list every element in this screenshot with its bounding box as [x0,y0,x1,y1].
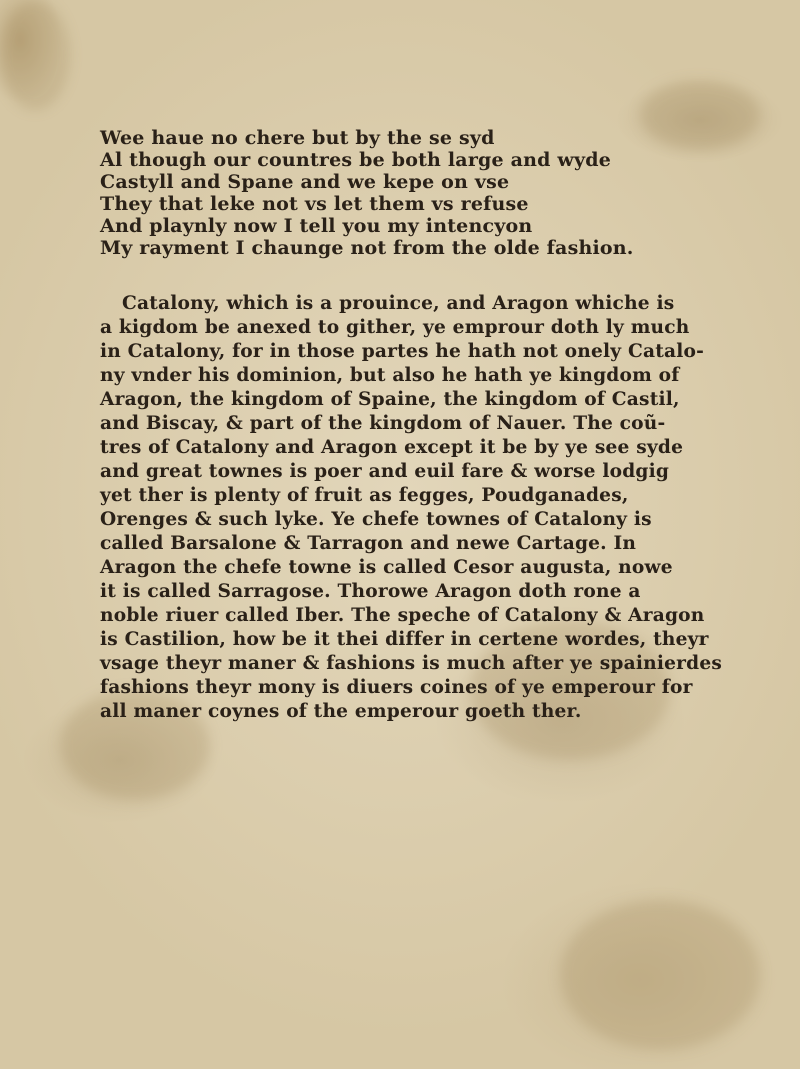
prose-line: fashions theyr mony is diuers coines of ye emperour for [100,677,693,698]
prose-line: called Barsalone & Tarragon and newe Cartage. In [100,533,637,554]
prose-line: and great townes is poer and euil fare & worse lodgig [100,461,670,482]
prose-line: tres of Catalony and Aragon except it be by ye see syde [100,437,684,458]
prose-line: all maner coynes of the emperour goeth ther. [100,701,582,722]
prose-line: Aragon the chefe towne is called Cesor augusta, nowe [100,557,673,578]
prose-line: and Biscay, & part of the kingdom of Nauer. The coũ- [100,413,666,434]
verse-line: My rayment I chaunge not from the olde fashion. [100,237,634,259]
stain-mark [560,900,760,1050]
prose-line: Orenges & such lyke. Ye chefe townes of Catalony is [100,509,652,530]
stain-mark [0,0,70,110]
prose-line: Aragon, the kingdom of Spaine, the kingdom of Castil, [100,389,680,410]
prose-line: it is called Sarragose. Thorowe Aragon doth rone a [100,581,641,602]
prose-line: noble riuer called Iber. The speche of Catalony & Aragon [100,605,705,626]
verse-line: They that leke not vs let them vs refuse [100,193,529,215]
verse-line: Wee haue no chere but by the se syd [100,127,495,149]
prose-line: ny vnder his dominion, but also he hath ye kingdom of [100,365,680,386]
prose-line: yet ther is plenty of fruit as fegges, Poudganades, [100,485,629,506]
prose-line: in Catalony, for in those partes he hath not onely Catalo- [100,341,705,362]
prose-line: Catalony, which is a prouince, and Aragon whiche is [122,293,675,314]
prose-line: vsage theyr maner & fashions is much after ye spainierdes [100,653,723,674]
prose-block [100,292,722,724]
verse-line: Castyll and Spane and we kepe on vse [100,171,510,193]
prose-line: is Castilion, how be it thei differ in certene wordes, theyr [100,629,709,650]
prose-line: a kigdom be anexed to gither, ye emprour doth ly much [100,317,690,338]
verse-line: And playnly now I tell you my intencyon [100,215,533,237]
verse-block [100,127,634,259]
stain-mark [640,80,760,150]
verse-line: Al though our countres be both large and wyde [100,149,612,171]
